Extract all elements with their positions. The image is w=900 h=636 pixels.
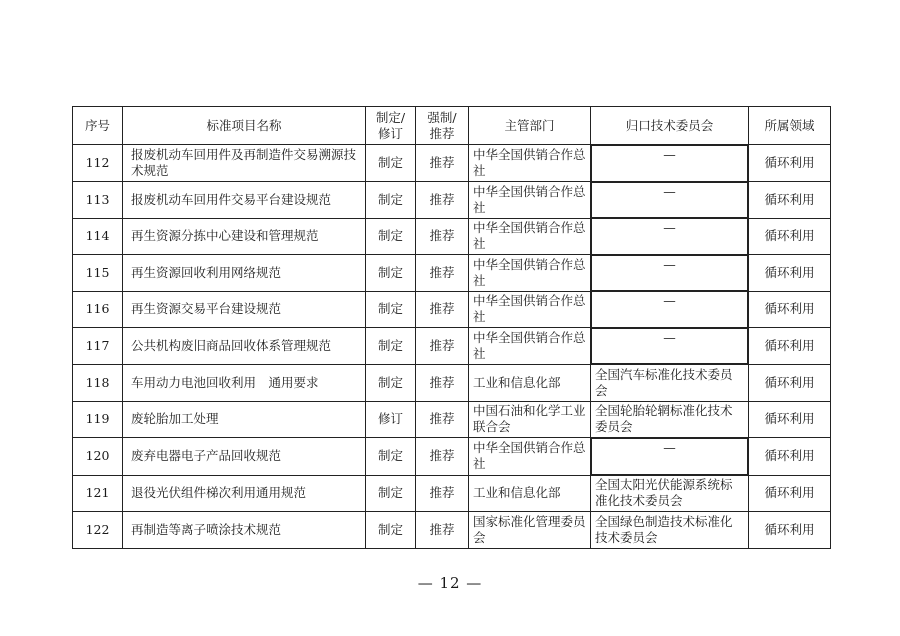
cell-name: 再制造等离子喷涂技术规范 — [123, 512, 366, 549]
table-row — [73, 328, 831, 365]
header-type — [366, 107, 416, 145]
cell-name: 废轮胎加工处理 — [123, 401, 366, 438]
cell-dept: 工业和信息化部 — [469, 365, 591, 402]
cell-committee: 全国绿色制造技术标准化技术委员会 — [591, 512, 749, 549]
cell-dept: 中华全国供销合作总社 — [469, 182, 591, 219]
table-row — [73, 401, 831, 438]
cell-name: 再生资源分拣中心建设和管理规范 — [123, 218, 366, 255]
table-row — [73, 512, 831, 549]
table-row — [73, 475, 831, 512]
cell-committee: — — [591, 145, 748, 182]
header-type-line1: 制定/ — [375, 109, 406, 125]
cell-committee: — — [591, 218, 748, 255]
cell-name: 公共机构废旧商品回收体系管理规范 — [123, 328, 366, 365]
cell-name: 退役光伏组件梯次利用通用规范 — [123, 475, 366, 512]
cell-level: 推荐 — [416, 475, 469, 512]
table-row — [73, 438, 831, 476]
cell-type: 制定 — [366, 438, 416, 476]
cell-committee: 全国轮胎轮辋标准化技术委员会 — [591, 401, 749, 438]
cell-type: 制定 — [366, 218, 416, 255]
table-row — [73, 145, 831, 182]
cell-dept: 中华全国供销合作总社 — [469, 145, 591, 182]
table-body — [73, 145, 831, 549]
cell-type: 制定 — [366, 328, 416, 365]
cell-no: 118 — [73, 365, 123, 402]
cell-field: 循环利用 — [749, 255, 831, 292]
header-field: 所属领域 — [749, 107, 831, 145]
cell-committee: — — [591, 291, 748, 328]
cell-no: 113 — [73, 182, 123, 219]
cell-no: 120 — [73, 438, 123, 476]
cell-name: 报废机动车回用件及再制造件交易溯源技术规范 — [123, 145, 366, 182]
table-header-row — [73, 107, 831, 145]
standards-table — [72, 106, 831, 549]
cell-field: 循环利用 — [749, 401, 831, 438]
cell-type: 修订 — [366, 401, 416, 438]
cell-name: 报废机动车回用件交易平台建设规范 — [123, 182, 366, 219]
cell-name: 再生资源交易平台建设规范 — [123, 291, 366, 328]
cell-type: 制定 — [366, 182, 416, 219]
cell-committee: — — [591, 328, 748, 365]
header-level — [416, 107, 469, 145]
cell-field: 循环利用 — [749, 512, 831, 549]
page-number: — 12 — — [417, 574, 483, 592]
cell-level: 推荐 — [416, 291, 469, 328]
cell-dept: 中华全国供销合作总社 — [469, 291, 591, 328]
table-row — [73, 255, 831, 292]
cell-type: 制定 — [366, 145, 416, 182]
cell-level: 推荐 — [416, 182, 469, 219]
cell-type: 制定 — [366, 512, 416, 549]
cell-field: 循环利用 — [749, 218, 831, 255]
header-level-line2: 推荐 — [429, 125, 455, 141]
cell-level: 推荐 — [416, 512, 469, 549]
cell-dept: 中国石油和化学工业联合会 — [469, 401, 591, 438]
cell-no: 115 — [73, 255, 123, 292]
cell-name: 再生资源回收利用网络规范 — [123, 255, 366, 292]
cell-dept: 中华全国供销合作总社 — [469, 328, 591, 365]
cell-dept: 中华全国供销合作总社 — [469, 255, 591, 292]
cell-no: 114 — [73, 218, 123, 255]
cell-dept: 中华全国供销合作总社 — [469, 218, 591, 255]
cell-field: 循环利用 — [749, 291, 831, 328]
cell-name: 车用动力电池回收利用 通用要求 — [123, 365, 366, 402]
cell-dept: 国家标准化管理委员会 — [469, 512, 591, 549]
cell-committee: 全国太阳光伏能源系统标准化技术委员会 — [591, 475, 749, 512]
header-committee: 归口技术委员会 — [591, 107, 749, 145]
cell-field: 循环利用 — [749, 365, 831, 402]
header-dept: 主管部门 — [469, 107, 591, 145]
cell-committee: — — [591, 255, 748, 292]
cell-type: 制定 — [366, 365, 416, 402]
header-no: 序号 — [73, 107, 123, 145]
table-row — [73, 218, 831, 255]
cell-field: 循环利用 — [749, 182, 831, 219]
cell-field: 循环利用 — [749, 475, 831, 512]
cell-type: 制定 — [366, 255, 416, 292]
table-row — [73, 365, 831, 402]
table-row — [73, 291, 831, 328]
header-type-line2: 修订 — [377, 125, 403, 141]
cell-field: 循环利用 — [749, 328, 831, 365]
cell-committee: — — [591, 438, 748, 475]
cell-level: 推荐 — [416, 145, 469, 182]
cell-type: 制定 — [366, 475, 416, 512]
cell-committee: 全国汽车标准化技术委员会 — [591, 365, 749, 402]
cell-level: 推荐 — [416, 365, 469, 402]
cell-level: 推荐 — [416, 255, 469, 292]
cell-no: 112 — [73, 145, 123, 182]
cell-dept: 工业和信息化部 — [469, 475, 591, 512]
header-name: 标准项目名称 — [123, 107, 366, 145]
cell-no: 121 — [73, 475, 123, 512]
cell-level: 推荐 — [416, 218, 469, 255]
header-level-line1: 强制/ — [427, 109, 457, 125]
cell-no: 119 — [73, 401, 123, 438]
cell-level: 推荐 — [416, 438, 469, 476]
cell-committee: — — [591, 182, 748, 219]
cell-level: 推荐 — [416, 328, 469, 365]
cell-field: 循环利用 — [749, 145, 831, 182]
cell-no: 117 — [73, 328, 123, 365]
cell-type: 制定 — [366, 291, 416, 328]
table-row — [73, 182, 831, 219]
cell-name: 废弃电器电子产品回收规范 — [123, 438, 366, 476]
cell-level: 推荐 — [416, 401, 469, 438]
cell-no: 122 — [73, 512, 123, 549]
cell-no: 116 — [73, 291, 123, 328]
cell-dept: 中华全国供销合作总社 — [469, 438, 591, 476]
cell-field: 循环利用 — [749, 438, 831, 476]
